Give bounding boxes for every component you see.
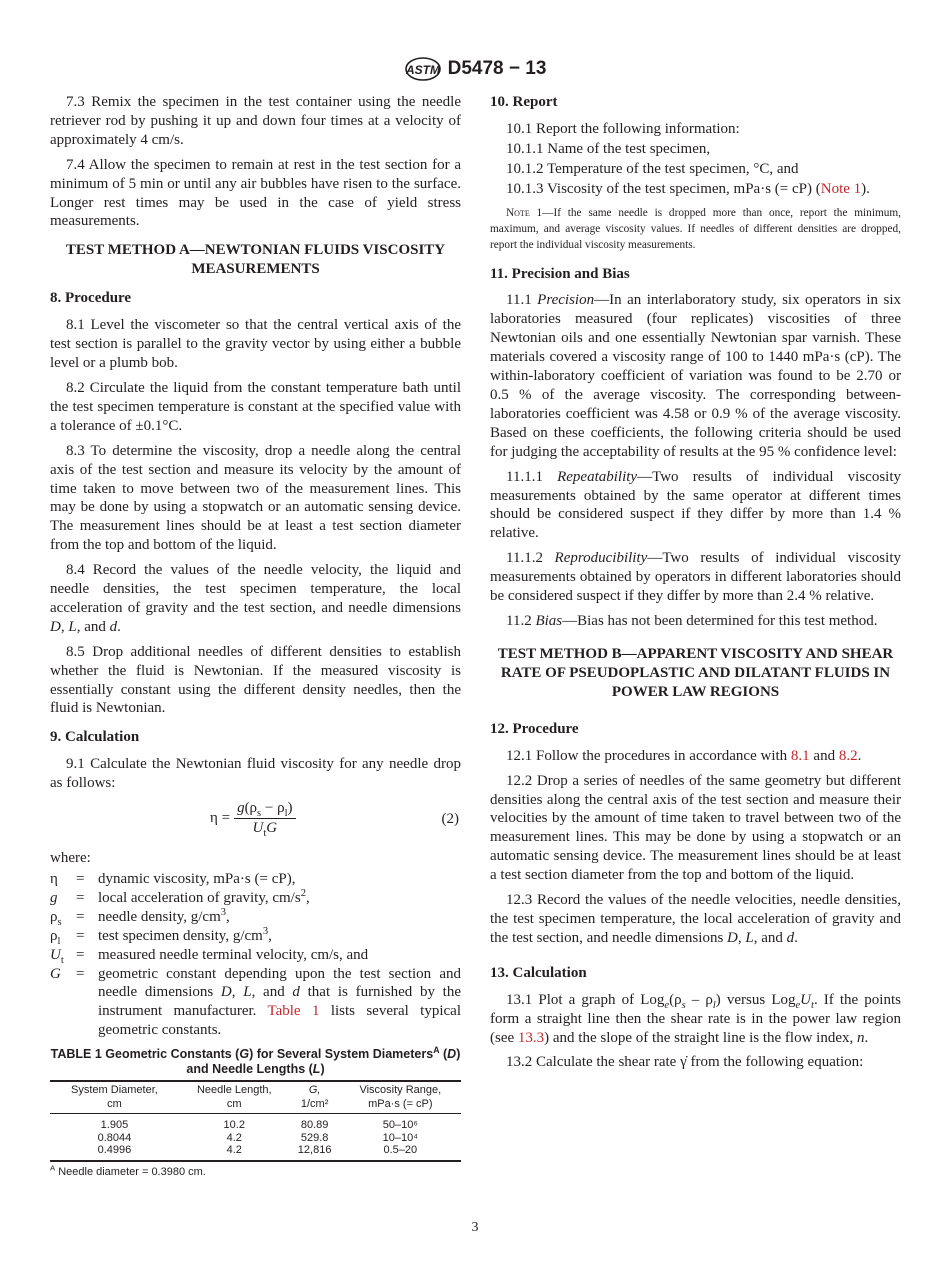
text-run: l	[284, 808, 288, 820]
text-run: 3	[262, 925, 269, 937]
text-run: , and	[251, 984, 293, 1001]
cross-reference-link[interactable]: 8.1	[790, 747, 810, 764]
definition-symbol	[50, 946, 76, 965]
page-number: 3	[471, 1220, 479, 1235]
text-run: l	[57, 935, 61, 947]
definition-equals: =	[76, 946, 85, 963]
column-header-unit: cm	[107, 1097, 122, 1110]
column-header-line: System Diameter,	[71, 1084, 158, 1096]
text-run: 10.1.1 Name of the test specimen,	[506, 140, 711, 157]
text-run: measured needle terminal velocity, cm/s, and	[98, 946, 369, 963]
text-run: 11.1.1	[506, 468, 558, 485]
text-run: – ρ	[685, 991, 713, 1008]
definition-symbol	[50, 965, 76, 1041]
definition-equals: =	[76, 965, 85, 982]
text-run: D, L	[727, 929, 754, 946]
table-cell: 80.89	[300, 1119, 329, 1131]
table-row	[50, 1114, 461, 1132]
cross-reference-link[interactable]: 13.3	[517, 1029, 545, 1046]
text-run: 11.1.2	[506, 550, 555, 567]
table-cell: 4.2	[226, 1144, 242, 1156]
text-run: 2	[300, 887, 306, 899]
paragraph-13-1	[490, 991, 901, 1048]
equation-lhs: η =	[210, 810, 231, 827]
text-run: 7.4 Allow the specimen to remain at rest in the test section for a minimum of 5 min or until any air bubbles have risen to the surface. Longer rest times may be used in the case of yield stress measurements.	[50, 156, 461, 230]
equation-2	[50, 799, 461, 843]
text-run: 11.2	[506, 612, 536, 629]
text-run: 7.3 Remix the specimen in the test container using the needle retriever rod by pushing it up and down four times at a velocity of approximately 4 cm/s.	[50, 94, 461, 148]
text-run: n	[857, 1029, 865, 1046]
text-run: —Two results of individual viscosity measurements obtained by operators in different laboratories should be considered suspect if they differ by more than 2.4 % relative.	[490, 550, 901, 605]
table-cell: 0.4996	[97, 1144, 132, 1156]
column-header-unit: cm	[226, 1097, 242, 1110]
text-run: 8.4 Record the values of the needle velocity, the liquid and needle densities, the test specimen temperature, the local acceleration of gravity and the test section, and needle dimensions	[50, 562, 461, 616]
paragraph-10-1-1	[490, 140, 901, 159]
text-run: − ρ	[261, 800, 285, 817]
note-1	[490, 205, 901, 253]
text-run: —Bias has not been determined for this test method.	[562, 612, 878, 629]
cross-reference-link[interactable]: 8.2	[838, 747, 858, 764]
text-run: G	[50, 965, 61, 982]
text-run: A	[433, 1044, 440, 1055]
text-run: that is furnished by the instrument manufacturer.	[98, 984, 461, 1020]
text-run: G	[239, 1047, 250, 1061]
text-run: Repeatability	[557, 468, 638, 485]
paragraph-8-2	[50, 379, 461, 436]
table-cell: 529.8	[300, 1131, 329, 1144]
table-column-header	[179, 1081, 290, 1114]
section-13-heading: 13. Calculation	[490, 964, 587, 981]
text-run: s	[257, 808, 262, 820]
equation-number: (2)	[441, 811, 459, 828]
table-cell: 1.905	[100, 1119, 129, 1131]
table-footnote	[50, 1162, 461, 1178]
text-run: e	[664, 999, 670, 1011]
text-run: ).	[861, 180, 870, 197]
table-cell: 0.5–20	[383, 1144, 418, 1156]
text-run: 10.1.3 Viscosity of the test specimen, mPa·s (= cP) (	[506, 180, 821, 197]
text-run: geometric constant depending upon the test section and needle dimensions	[98, 965, 461, 1001]
text-run: needle density, g/cm	[98, 908, 221, 925]
paragraph-12-3	[490, 891, 901, 948]
paragraph-11-1-1	[490, 468, 901, 544]
definition-equals: =	[76, 871, 85, 887]
definition-text	[98, 870, 461, 889]
paragraph-10-1	[490, 120, 901, 139]
text-run: 8.5 Drop additional needles of different densities to establish whether the fluid is Newtonian. If the measured viscosity is essentially constant using the different density needles, then the fluid is Newtonian.	[50, 643, 461, 717]
section-8-heading: 8. Procedure	[50, 290, 132, 307]
text-run: L	[243, 984, 252, 1001]
text-run: D	[220, 984, 232, 1001]
text-run: 13.1 Plot a graph of Log	[506, 991, 665, 1008]
cross-reference-link[interactable]: Table 1	[267, 1003, 320, 1020]
text-run: . If the points form a straight line then the shear rate is in the power law region (see	[490, 991, 901, 1046]
paragraph-10-1-2	[490, 160, 901, 179]
text-run: G	[266, 820, 278, 836]
text-run: lists several typical geometric constants.	[98, 1003, 461, 1039]
text-run: Bias	[535, 612, 563, 629]
svg-text:ASTM: ASTM	[405, 63, 440, 77]
paragraph-8-3	[50, 442, 461, 555]
text-run: local acceleration of gravity, cm/s	[98, 889, 301, 906]
definition-text	[98, 946, 461, 965]
text-run: D	[447, 1047, 457, 1061]
text-run: ,	[268, 927, 272, 944]
text-run: Needle diameter = 0.3980 cm.	[55, 1165, 206, 1178]
astm-logo-icon	[404, 56, 442, 82]
text-run: 13.2 Calculate the shear rate γ̇ from the following equation:	[506, 1054, 864, 1071]
text-run: .	[864, 1029, 869, 1046]
text-run: U	[252, 820, 264, 836]
table-cell: 4.2	[226, 1131, 242, 1144]
text-run: .	[117, 618, 121, 635]
definition-symbol	[50, 889, 76, 908]
text-run: (ρ	[244, 800, 258, 817]
text-run: .	[794, 929, 798, 946]
section-9-heading: 9. Calculation	[50, 729, 140, 746]
text-run: t	[263, 828, 267, 839]
paragraph-7-3	[50, 93, 461, 150]
table-header-row	[50, 1081, 461, 1114]
text-run: ,	[231, 984, 244, 1001]
text-run: e	[795, 999, 801, 1011]
text-run: 9.1 Calculate the Newtonian fluid viscosity for any needle drop as follows:	[50, 756, 461, 792]
definition-symbol	[50, 908, 76, 927]
paragraph-13-2	[490, 1053, 901, 1072]
where-label: where:	[50, 850, 91, 867]
column-header-line: Needle Length,	[196, 1084, 272, 1096]
table-column-header	[340, 1081, 461, 1114]
text-run: U	[50, 946, 61, 963]
text-run: A	[50, 1162, 56, 1172]
definition-text	[98, 908, 461, 927]
text-run: D, L	[50, 618, 77, 635]
text-run: , and	[76, 618, 110, 635]
table-cell: 12,816	[297, 1144, 332, 1156]
text-run: ) for Several System Diameters	[249, 1047, 434, 1061]
text-run: t	[811, 999, 814, 1011]
method-a-heading: TEST METHOD A—NEWTONIAN FLUIDS VISCOSITY MEASUREMENTS	[65, 242, 446, 278]
text-run: g	[50, 889, 58, 906]
text-run: 12.3 Record the values of the needle velocities, needle densities, the test specimen temperature, the local acceleration of gravity and the test section, and needle dimensions	[490, 892, 901, 946]
text-run: TABLE 1 Geometric Constants (	[50, 1047, 240, 1061]
definition-text	[98, 965, 461, 1041]
table-cell: 0.8044	[97, 1131, 132, 1144]
text-run: d	[786, 929, 795, 946]
text-run: 11.1	[506, 292, 538, 309]
text-run: .	[857, 747, 862, 764]
paragraph-11-2	[490, 612, 901, 631]
definition-equals: =	[76, 927, 85, 944]
text-run: η	[50, 871, 58, 887]
text-run: s	[681, 999, 686, 1011]
text-run: —Two results of individual viscosity measurements obtained by the same operator at different times should be considered suspect if they differ by more than 1.4 % relative.	[490, 468, 901, 542]
text-run: 8.3 To determine the viscosity, drop a needle along the central axis of the test section and measure its velocity by the amount of time taken to move between two of the measurement lines. This may be done by using a stopwatch or an automatic sensing device. The measurement lines should be at least a test section diameter from the top and bottom of the liquid.	[50, 442, 461, 554]
table-title	[50, 1044, 461, 1077]
text-run: (ρ	[669, 991, 682, 1008]
column-header-line: Viscosity Range,	[359, 1084, 442, 1096]
text-run: d	[292, 984, 300, 1001]
column-header-line: G,	[308, 1084, 321, 1096]
table-row	[50, 1132, 461, 1145]
equation-denominator	[234, 818, 295, 838]
text-run: 12.1 Follow the procedures in accordance with	[506, 747, 791, 764]
text-run: )	[320, 1062, 325, 1076]
section-11-heading: 11. Precision and Bias	[490, 265, 630, 282]
definition-equals: =	[76, 908, 85, 925]
variable-definitions	[50, 870, 461, 1040]
text-run: 3	[220, 906, 226, 918]
table-cell: 10–10⁴	[382, 1131, 418, 1144]
text-run: Precision	[537, 292, 595, 309]
paragraph-8-4	[50, 561, 461, 637]
text-run: and	[809, 747, 839, 764]
section-12-heading: 12. Procedure	[490, 720, 579, 737]
table-cell: 50–10⁶	[382, 1119, 418, 1131]
paragraph-11-1-2	[490, 549, 901, 606]
table-1	[50, 1044, 461, 1178]
definition-text	[98, 889, 461, 908]
page-header	[0, 56, 950, 82]
text-run: )	[287, 800, 293, 817]
table-column-header	[290, 1081, 340, 1114]
text-run: U	[800, 991, 812, 1008]
text-run: ) and the slope of the straight line is the flow index,	[544, 1029, 858, 1046]
text-run: (	[439, 1047, 448, 1061]
cross-reference-link[interactable]: Note 1	[820, 180, 862, 197]
table-column-header	[50, 1081, 179, 1114]
text-run: 10.1.2 Temperature of the test specimen, °C, and	[506, 160, 799, 177]
table-cell: 10.2	[223, 1119, 245, 1131]
text-run: , and	[753, 929, 787, 946]
text-run: —In an interlaboratory study, six operators in six laboratories measured (four replicates) viscosities of three Newtonian oils and one essentially Newtonian spar varnish. These materials covered a viscosity range of 100 to 1440 mPa·s (cP). The within-laboratory coefficient of variation was found to be 2.70 or 0.5 % of the average viscosity. The corresponding between-laboratories coefficient was 4.58 or 0.9 % of the average viscosity. Based on these coefficients, the following criteria should be used for judging the acceptability of results at the 95 % confidence level:	[490, 292, 901, 460]
paragraph-7-4	[50, 156, 461, 232]
paragraph-11-1	[490, 291, 901, 461]
paragraph-9-1	[50, 755, 461, 793]
text-run: ρ	[50, 908, 58, 925]
definition-equals: =	[76, 889, 85, 906]
paragraph-10-1-3	[490, 180, 901, 199]
definition-text	[98, 927, 461, 946]
text-run: ) and Needle Lengths (	[186, 1047, 461, 1076]
definition-symbol	[50, 870, 76, 889]
table-row	[50, 1144, 461, 1161]
text-run: 8.2 Circulate the liquid from the constant temperature bath until the test specimen temperature is constant at the specified value with a tolerance of ±0.1°C.	[50, 379, 461, 434]
text-run: dynamic viscosity, mPa·s (= cP),	[98, 871, 296, 887]
method-b-heading: TEST METHOD B—APPARENT VISCOSITY AND SHEAR RATE OF PSEUDOPLASTIC AND DILATANT FLUIDS IN POWER LAW REGIONS	[497, 645, 894, 700]
text-run: ,	[305, 889, 310, 906]
column-header-unit: 1/cm²	[300, 1097, 329, 1110]
paragraph-12-2	[490, 772, 901, 885]
text-run: Reproducibility	[554, 550, 648, 567]
document-id: D5478 − 13	[447, 58, 547, 80]
text-run: 10.1 Report the following information:	[506, 120, 740, 137]
right-column	[490, 93, 901, 1078]
section-10-heading: 10. Report	[490, 94, 558, 110]
definition-symbol	[50, 927, 76, 946]
text-run: l	[712, 999, 716, 1011]
text-run: 12.2 Drop a series of needles of the same geometry but different densities along the central axis of the test section and measure their velocities by the amount of time taken to travel between two of the measurement lines. This may be done by using a stopwatch or an automatic sensing device. The measurement lines should be at least a test section diameter from the top and bottom of the liquid.	[490, 772, 901, 884]
left-column	[50, 93, 461, 1040]
text-run: d	[109, 618, 118, 635]
text-run: ρ	[50, 927, 58, 944]
text-run: g	[237, 800, 245, 817]
text-run: 1—If the same needle is dropped more than once, report the minimum, maximum, and average viscosity values. If needles of different densities are dropped, report the individual viscosity measurements.	[490, 206, 901, 251]
paragraph-12-1	[490, 747, 901, 766]
text-run: ) versus Log	[715, 991, 796, 1008]
equation-numerator	[234, 799, 295, 818]
text-run: Note	[506, 206, 530, 219]
column-header-unit: mPa·s (= cP)	[368, 1097, 433, 1110]
text-run: test specimen density, g/cm	[98, 927, 263, 944]
text-run: L	[312, 1062, 321, 1076]
paragraph-8-5	[50, 643, 461, 719]
text-run: ,	[226, 908, 230, 925]
text-run: 8.1 Level the viscometer so that the central vertical axis of the test section is parallel to the gravity vector by using either a bubble level or a plumb bob.	[50, 317, 461, 372]
paragraph-8-1	[50, 316, 461, 373]
text-run: t	[60, 954, 64, 966]
text-run: s	[57, 916, 62, 928]
